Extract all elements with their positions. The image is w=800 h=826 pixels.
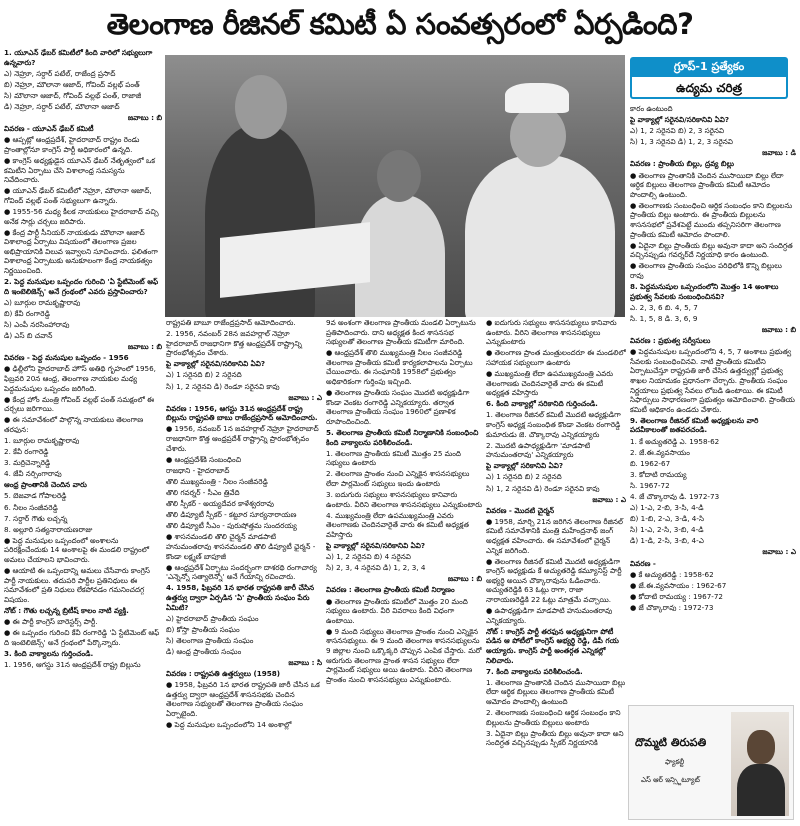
question-text: 5. తెలంగాణ ప్రాంతీయ కమిటీ నిర్మాణానికి సంబంధించి కింది వాక్యాలను పరిశీలించండి.	[326, 428, 479, 447]
answer-text: జవాబు : బి	[127, 113, 162, 123]
body-text: ● కాంగ్రెస్ అధ్యక్షుడైన యూఎన్ ఢేబర్ నేతృత్వంలో ఒక కమిటీని ఏర్పాటు చేసి విశాలాంధ్ర సమస్యను నివేదించారు.	[4, 155, 155, 185]
body-text: ● కేంద్ర హోం మంత్రి గోవింద్ వల్లభ్ పంత్ సమక్షంలో ఈ చర్చలు జరిగాయి.	[4, 394, 155, 414]
body-text: డి) ఆంధ్ర ప్రాంతీయ సంఘం	[166, 646, 242, 656]
explanation-heading: వివరణ - పెద్ద మనుషుల ఒప్పందం - 1956	[4, 353, 129, 363]
body-text: ● ఢిల్లీలోని హైదరాబాద్ హౌస్ అతిథి గృహంలో 1956, ఫిబ్రవరి 20న ఆంధ్ర, తెలంగాణ నాయకుల మధ్య పెద్దమనుషుల ఒప్పందం జరిగింది.	[4, 364, 156, 393]
body-text: ● ఆయాటి ఈ ఒప్పందాన్ని అమలు చేసేవారు కాంగ్రెస్ పార్టీ నాయకులు. తదుపరి పార్టీల ప్రతినిధులు ఈ సమావేశంలో ప్రతి నిధులు లేకపోవడం గమనించదగ్గ విషయం.	[4, 566, 150, 604]
explanation-heading: వివరణ : 1956, ఆగస్టు 31న ఆంధ్రప్రదేశ్ రాష్ట్ర బిల్లును రాష్ట్రపతి బాబు రాజేంద్రప్రసాద్ ఆమోదించారు.	[166, 403, 318, 423]
body-text: ● 1956, నవంబర్ 1న జవహర్లాల్ నెహ్రూ హైదరాబాద్ రాజధానిగా కొత్త ఆంధ్రప్రదేశ్ రాష్ట్రాన్ని ప్రారంభోత్సవం చేశారు.	[166, 424, 319, 453]
question-text: పై వాక్యాల్లో సరైనవి/సరికానివి ఏవి?	[630, 115, 730, 125]
badge-movement-history: ఉద్యమ చరిత్ర	[630, 77, 788, 99]
body-text: 3. ఏదైనా బిల్లు ప్రాంతీయ బిల్లు అవునా కాదా అని సందిగ్ధత వచ్చినప్పుడు స్పీకర్ నిర్ణయానికి	[486, 728, 624, 748]
body-text: ఎ) హైదరాబాద్ ప్రాంతీయ సంఘం	[166, 613, 259, 623]
body-text: 4. ముఖ్యమంత్రి లేదా ఉపముఖ్యమంత్రి ఎవరు తెలంగాణకు చెందినవారైతే వారు ఈ కమిటీ అధ్యక్షత వహిస్తారు	[326, 510, 469, 539]
explanation-heading: వివరణ : ప్రాంతీయ బిల్లు, ద్రవ్య బిల్లు	[630, 159, 735, 169]
body-text: ● ఈ సమావేశంలో పాల్గొన్న నాయకులు తెలంగాణ తరఫున:	[4, 415, 144, 434]
question-text: 6. కింది వాక్యాల్లో సరికానిది గుర్తించండి.	[486, 399, 598, 409]
explanation-heading: వివరణ : తెలంగాణ ప్రాంతీయ కమిటీ నిర్మాణం	[326, 585, 455, 595]
body-text: తొలి ముఖ్యమంత్రి - నీలం సంజీవరెడ్డి	[166, 476, 268, 486]
answer-text: జవాబు : బి	[127, 342, 162, 352]
body-text: ● పెద్దమనుషుల ఒప్పందంలోని 4, 5, 7 అంశాలు ప్రభుత్వ సేవలకు సంబంధించినవి. నాటి ప్రాంతీయ కమిటీని ఏర్పాటుచేస్తూ రాష్ట్రపతి జారీ చేసిన ఉత్తర్వుల్లో ప్రభుత్వ శాఖల నియామకం ప్రధానంగా చేర్చారు. ప్రాంతీయ సంఘం నిర్ణయాలు ప్రభుత్వ సేవలు లోబడి ఉంటాయి. ఈ కమిటీ సిఫార్సులు సాధారణంగా ప్రభుత్వం ఆమోదించాలి. ప్రాంతీయ కమిటీ ఆధికారం ఉండదు వేశారు.	[630, 347, 795, 414]
body-text: 2. తెలంగాణ ప్రాంతం నుంచి ఎన్నికైన శాసనసభ్యులు లేదా పార్లమెంట్ సభ్యులు ఇందు ఉంటారు	[326, 469, 470, 488]
body-text: బి) కోస్తా ప్రాంతీయ సంఘం	[166, 624, 240, 634]
column-3	[326, 318, 482, 824]
body-text: ● ఐదుగురు సభ్యులు శాసనసభ్యులు కానివారు ఉంటారు. వీరిని తెలంగాణ శాసనసభ్యులు ఎన్నుకుంటారు	[486, 318, 617, 347]
question-text: 1. యూఎన్ ఢేబర్ కమిటీలో కింది వారిలో సభ్యులుగా ఉన్నవారు?	[4, 48, 153, 67]
column-4	[486, 318, 626, 824]
body-text: 1. తెలంగాణ ప్రాంతీయ కమిటీ మొత్తం 25 మంది సభ్యులు ఉంటారు	[326, 448, 461, 468]
body-text: ● యూఎన్ ఢేబర్ కమిటీలో నెహ్రూ, మౌలానా ఆజాద్, గోవింద్ వల్లభ్ పంత్ సభ్యులుగా ఉన్నారు.	[4, 186, 152, 205]
body-text: ఎ) 1 సరైనది బి) 2 సరైనది	[486, 472, 562, 482]
body-text: తొలి స్పీకర్ - అయ్యదేవర కాళేశ్వరరావు	[166, 499, 274, 509]
question-text: 9. తెలంగాణ రీజినల్ కమిటీ అధ్యక్షులను వారి పదవీకాలంతో జతపరచండి.	[630, 415, 759, 435]
body-text: బి. 1962-67	[630, 458, 671, 468]
body-text: 2. కేవీ రంగారెడ్డి	[4, 447, 49, 457]
body-text: బి) 1-బి, 2-ఎ, 3-డి, 4-సి	[630, 514, 705, 524]
body-text: ● తెలంగాణ ప్రాంత మంత్రులందరూ ఈ మండలిలో సహాయక సభ్యులుగా ఉంటారు	[486, 348, 626, 367]
body-text: 3. ఐదుగురు సభ్యులు శాసనసభ్యులు కానివారు ఉంటారు. వీరిని తెలంగాణ శాసనసభ్యులు ఎన్నుకుంటారు	[326, 490, 482, 509]
body-text: ఎ) 1, 2 సరైనవి బి) 4 సరైనవి	[326, 552, 411, 562]
body-text: బి) నెహ్రూ, మౌలానా ఆజాద్, గోవింద్ వల్లభ్ పంత్	[4, 79, 140, 89]
section-badge	[630, 57, 788, 101]
body-text: ● ఆప్పట్లో ఆంధ్రప్రదేశ్, హైదరాబాద్ రాష్ట్రం రెండు ప్రాంతాల్లోనూ కాంగ్రెస్ పార్టీ అధికారంలో ఉన్నది.	[4, 135, 140, 154]
author-org: ఎస్ ఆర్ ఇన్స్టిట్యూట్	[641, 776, 700, 784]
body-text: డి) 1-డి, 2-సి, 3-బి, 4-ఎ	[630, 536, 704, 546]
answer-text: జవాబు : సి	[288, 658, 322, 667]
author-name: దొమ్మటి తిరుపతి	[635, 736, 707, 749]
photo-head-middle	[377, 150, 421, 202]
body-text: సి. 1, 5, 8 డి. 3, 6, 9	[630, 313, 698, 323]
body-text: సి. 1967-72	[630, 480, 670, 490]
body-text: 3. మర్రిచెన్నారెడ్డి	[4, 458, 51, 468]
body-text: 8. అల్లూరి సత్యనారాయణరాజు	[4, 524, 93, 534]
body-text: ● 1958, మార్చి 21న జరిగిన తెలంగాణ రీజినల్ కమిటీ సమావేశానికి మంత్రి మహేంద్రనాథ్ జంగ్ అధ్యక్షత వహించారు. ఈ సమావేశంలో చైర్మన్ ఎన్నిక జరిగింది.	[486, 516, 623, 555]
body-text: ● ఉపాధ్యక్షుడిగా మాడపాటి హనుమంతరావు ఎన్నికయ్యారు.	[486, 606, 613, 625]
body-text: ● జే చొక్కారావు : 1972-73	[630, 602, 714, 612]
body-text: ఎ) 1, 2 సరైనవి బి) 2, 3 సరైనవి	[630, 126, 725, 136]
question-text: 4. 1958, ఫిబ్రవరి 1న భారత రాష్ట్రపతి జారీ చేసిన ఉత్తర్వు ద్వారా ఏర్పడిన 'ఏ' ప్రాంతీయ సంఘం పేరు ఏమిటి?	[166, 583, 315, 612]
explanation-heading: వివరణ : ప్రభుత్వ సర్వీసులు	[630, 336, 711, 346]
explanation-heading: నోట్ : కాంగ్రెస్ పార్టీ తరఫున అధ్యక్షునిగా పోటీ పడిన ఆ పోటీలో కాంగ్రెస్ అభ్యర్థి రెడ్డి, డిపీ గయ అయ్యారు. కాంగ్రెస్ పార్టీ అంతర్గత ఎన్నికల్లో నిలిచారు.	[486, 626, 619, 665]
body-text: ● జే.ఈ.వ్యవసాయం : 1962-67	[630, 580, 727, 590]
body-text: ● ముఖ్యమంత్రి లేదా ఉపముఖ్యమంత్రి ఎవరు తెలంగాణకు చెందినవారైతే వారు ఈ కమిటీ అధ్యక్షత వహిస్తారు	[486, 368, 613, 398]
question-text: పై వాక్యాల్లో సరైనవి/సరికానివి ఏవి?	[166, 359, 266, 369]
badge-group1: గ్రూప్-1 ప్రత్యేకం	[630, 57, 788, 77]
question-text: పై వాక్యాల్లో సరైనవి/సరికానివి ఏవి?	[326, 541, 426, 551]
answer-text: జవాబు : ఎ	[288, 392, 322, 402]
body-text: రాజధాని - హైదరాబాద్	[166, 465, 230, 475]
explanation-heading: ఆంధ్ర ప్రాంతానికి చెందిన వారు	[4, 480, 87, 490]
body-text: ఎ) 1 సరైనది బి) 2 సరైనది	[166, 370, 242, 380]
page-title: తెలంగాణ రీజినల్ కమిటీ ఏ సంవత్సరంలో ఏర్పడింది?	[106, 7, 694, 41]
body-text: 6. నీలం సంజీవరెడ్డి	[4, 502, 58, 512]
body-text: ● తెలంగాణ ప్రాంతీయ సంఘం మొదటి అధ్యక్షుడిగా కొండా వెంకట రంగారెడ్డి ఎన్నికయ్యారు. తర్వాత తెలంగాణ ప్రాంతీయ సంఘం 1960లో ప్రణాళిక రూపొందించింది.	[326, 388, 470, 426]
body-text: ● తెలంగాణ ప్రాంతీయ కమిటీలో మొత్తం 20 మంది సభ్యులు ఉంటారు. వీరి వివరాలు కింది విధంగా ఉంటాయి.	[326, 596, 468, 625]
author-box	[628, 705, 794, 820]
body-text: 1. బూర్గుల రామకృష్ణారావు	[4, 435, 80, 445]
body-text: 3. కోదాటి రామయ్య	[630, 469, 687, 479]
body-text: ఎ) నెహ్రూ, సర్దార్ పటేల్, రాజేంద్ర ప్రసాద్	[4, 68, 116, 78]
column-5	[630, 104, 796, 702]
body-text: 2. మొదటి ఉపాధ్యక్షుడిగా 'మాడపాటి హనుమంతరావు' ఎన్నికయ్యారు	[486, 440, 591, 460]
column-1	[4, 48, 162, 824]
body-text: సి) తెలంగాణ ప్రాంతీయ సంఘం	[166, 635, 254, 645]
body-text: ● ఈ పార్టీ కాంగ్రెస్ బారెస్టర్స్ పార్టీ.	[4, 617, 98, 627]
body-text: 9వ అంశంగా తెలంగాణ ప్రాంతీయ మండలి ఏర్పాటును ప్రతిపాదించారు. దాని అధ్యక్షత కింద శాసనసభ సభ్యులతో తెలంగాణ ప్రాంతీయ కమిటీగా మారింది.	[326, 318, 476, 347]
body-text: డి) నెహ్రూ, సర్దార్ పటేల్, మౌలానా ఆజాద్	[4, 101, 120, 111]
body-text: ఎ) బూర్గుల రామకృష్ణారావు	[4, 297, 81, 307]
body-text: కారం ఉంటుంది	[630, 104, 673, 113]
body-text: ఎ) 1-ఎ, 2-బి, 3-సి, 4-డి	[630, 503, 704, 513]
body-text: సి) మౌలానా ఆజాద్, గోవింద్ వల్లభ్ పంత్, రాజాజీ	[4, 90, 142, 100]
body-text: 2. తెలంగాణకు సంబంధించి ఆర్థిక సంబంధం కాని బిల్లులను ప్రాంతీయ బిల్లులు అంటారు	[486, 708, 621, 727]
body-text: సి) 1, 2 సరైనవి డి) రెండూ సరైనవి కావు	[486, 483, 600, 493]
question-text: 3. కింది వాక్యాలను గుర్తించండి.	[4, 648, 94, 658]
body-text: తొలి డిప్యూటీ స్పీకర్ - కట్టూర సూర్యనారాయణ	[166, 510, 297, 520]
body-text: 2. 1956, నవంబర్ 28న జవహర్లాల్ నెహ్రూ హైదరాబాద్ రాజధానిగా కొత్త ఆంధ్రప్రదేశ్ రాష్ట్రాన్ని ప్రారంభోత్సవం చేశారు.	[166, 329, 302, 358]
explanation-heading: వివరణ -	[630, 558, 656, 568]
explanation-heading: వివరణ - యూఎన్ ఢేబర్ కమిటీ	[4, 124, 94, 134]
explanation-heading: వివరణ : రాష్ట్రపతి ఉత్తర్వులు (1958)	[166, 669, 281, 679]
body-text: 1. 1956, ఆగస్టు 31న ఆంధ్రప్రదేశ్ రాష్ట్ర బిల్లును	[4, 659, 141, 669]
body-text: ● ఆంధ్రప్రదేశ్ తొలి ముఖ్యమంత్రి నీలం సంజీవరెడ్డి తెలంగాణ ప్రాంతీయ కమిటీ కార్యకలాపాలను ఏర్పాటు చేయించారు. ఈ సంఘానికి 1958లో ప్రభుత్వం అధికారికంగా గుర్తింపు ఇచ్చింది.	[326, 348, 473, 387]
question-text: 8. పెద్దమనుషుల ఒప్పందంలోని మొత్తం 14 అంశాలు ప్రభుత్వ సేవలకు సంబంధించినవి?	[630, 282, 779, 301]
historical-photo	[165, 55, 625, 317]
question-text: 7. కింది వాక్యాలను పరిశీలించండి.	[486, 666, 583, 676]
body-text: 1. కే అచ్యుతరెడ్డి ఎ. 1958-62	[630, 436, 720, 446]
author-body	[737, 764, 785, 816]
body-text: ఎ. 2, 3, 6 బి. 4, 5, 7	[630, 302, 698, 312]
body-text: 1. తెలంగాణ ప్రాంతానికి చెందిన ముసాయిదా బిల్లు లేదా ఆర్థిక బిల్లులు తెలంగాణ ప్రాంతీయ కమిటీ ఆమోదం పొందాల్సి ఉంటుంది	[486, 677, 626, 706]
question-text: పై వాక్యాల్లో సరికానివి ఏవి?	[486, 461, 563, 471]
body-text: ● ఈ ఒప్పందం గురించి కేవీ రంగారెడ్డి 'ఏ స్టేటిమెంట్ ఆఫ్ ది ఇంటెలిజెన్స్' అనే గ్రంథంలో పేర్కొన్నారు.	[4, 628, 160, 647]
answer-text: జవాబు : ఎ	[592, 494, 626, 504]
photo-figure-right	[465, 155, 615, 317]
body-text: సి) 2, 3, 4 సరైనవి డి) 1, 2, 3, 4	[326, 563, 426, 573]
photo-head-left	[235, 75, 287, 139]
answer-text: జవాబు : ఎ	[762, 547, 796, 557]
body-text: ● తెలంగాణకు సంబంధించి ఆర్థిక సంబంధం కాని బిల్లులను ప్రాంతీయ బిల్లు అంటారు. ఈ ప్రాంతీయ బిల్లులను శాసనసభలో ప్రవేశపెట్టే ముందు తప్పనిసరిగా తెలంగాణ ప్రాంతీయ కమిటీ ఆమోదం పొందాలి.	[630, 200, 793, 239]
body-text: ● కోదాటి రామయ్య : 1967-72	[630, 591, 724, 601]
body-text: ● తెలంగాణ ప్రాంతీయ సంఘం పరిధిలోకి కొన్ని బిల్లులు రావు	[630, 261, 782, 280]
body-text: తొలి గవర్నర్ - సీఎం త్రివేది	[166, 488, 240, 497]
body-text: ● కే అచ్యుతరెడ్డి : 1958-62	[630, 569, 714, 579]
body-text: 1. తెలంగాణ రీజినల్ కమిటీ మొదటి అధ్యక్షుడిగా కాంగ్రెస్ అధ్యక్ష సంబంధిత కొండా వెంకట రంగారెడ్డి కుమారుడు జె. చొక్కారావు ఎన్నికయ్యారు	[486, 410, 621, 439]
answer-text: జవాబు : బి	[761, 324, 796, 334]
body-text: ● తెలంగాణ రీజినల్ కమిటీ మొదటి అధ్యక్షుడిగా కాంగ్రెస్ అధ్యక్షుడు కే అచ్యుతరెడ్డి కమ్యూనిస్ట్ పార్టీ అభ్యర్థి అయిన చొక్కారావును ఓడించారు. అచ్యుతరెడ్డికి 63 ఓట్లు రాగా, రాజా నారాయణరెడ్డికి 22 ఓట్లు మాత్రమే వచ్చాయి.	[486, 556, 622, 605]
body-text: సి) ఎంపీ నరసింహారావు	[4, 319, 70, 329]
author-photo	[731, 712, 789, 816]
question-text: 2. పెద్ద మనుషుల ఒప్పందం గురించి 'ఏ స్టేటిమెంట్ ఆఫ్ ది ఇంటెలిజెన్స్' అనే గ్రంథంలో ఎవరు ప్రస్తావించారు?	[4, 277, 159, 296]
body-text: డి) ఎస్ బి చవాన్	[4, 331, 53, 341]
explanation-heading: నోట్ : గౌతు లచ్చన్న బ్రిటీష్ కాలం నాటి వ్యక్తి.	[4, 605, 129, 615]
photo-cap	[505, 83, 569, 113]
body-text: ● పెద్ద మనుషుల ఒప్పందంలోని 14 అంశాల్లో	[166, 720, 292, 730]
body-text: ● శాసనమండలి తొలి చైర్మన్ మాడపాటి హనుమంతరావు శాసనమండలి తొలి డిప్యూటీ ఛైర్మన్ - కొండా లక్ష్మణ్ బాపూజీ	[166, 532, 316, 561]
body-text: ● తెలంగాణ ప్రాంతానికి చెందిన ముసాయిదా బిల్లు లేదా ఆర్థిక బిల్లులు తెలంగాణ ప్రాంతీయ కమిటీ ఆమోదం పొందాల్సి ఉంటుంది.	[630, 170, 784, 199]
body-text: ● 1958, ఫిబ్రవరి 1న భారత రాష్ట్రపతి జారీ చేసిన ఒక ఉత్తర్వు ద్వారా ఆంధ్రప్రదేశ్ శాసనసభకు చెందిన తెలంగాణ సభ్యులతో తెలంగాణ ప్రాంతీయ సంఘం ఏర్పాటైంది.	[166, 680, 320, 718]
body-text: బి) కేవీ రంగారెడ్డి	[4, 308, 50, 318]
body-text: తొలి డిప్యూటీ సీఎం - పురుషోత్తమ సుందరయ్య	[166, 521, 297, 531]
column-2	[166, 318, 322, 824]
body-text: ● పెద్ద మనుషుల ఒప్పందంలో అంశాలను పరిరక్షించేందుకు 14 అంశాలపై ఈ మండలి రాష్ట్రంలో అమలు చేయాలని భావించారు.	[4, 535, 150, 564]
answer-text: జవాబు : డి	[762, 148, 796, 158]
body-text: ● ఆంధ్రప్రదేశ్‌కి సంబంధించి	[166, 454, 242, 464]
body-text: ● ఏదైనా బిల్లు ప్రాంతీయ బిల్లు అవునా కాదా అని సందిగ్ధత వచ్చినప్పుడు గవర్నర్‌దే నిర్ణయాధి కారం ఉంటుంది.	[630, 240, 793, 260]
body-text: సి) 1-ఎ, 2-సి, 3-బి, 4-డి	[630, 525, 704, 535]
answer-text: జవాబు : బి	[447, 574, 482, 584]
body-text: 4. జే చొక్కారావు డి. 1972-73	[630, 491, 720, 501]
body-text: 7. సర్దార్ గౌతు లచ్చన్న	[4, 513, 68, 523]
body-text: 5. బెజవాడ గోపాలరెడ్డి	[4, 491, 67, 501]
body-text: ● 9 మంది సభ్యులు తెలంగాణ ప్రాంతం నుంచి ఎన్నికైన శాసనసభ్యులు. ఈ 9 మంది తెలంగాణ శాసనసభ్యులను 9 జిల్లాల నుంచి ఒక్కొక్కరి చొప్పున ఎంపిక చేస్తారు. మరో ఆరుగురు తెలంగాణ ప్రాంత శాసన సభ్యులు లేదా పార్లమెంట్ సభ్యులు అయి ఉంటారు. వీరిని తెలంగాణ ప్రాంతం నుంచి శాసనసభ్యులు ఎన్నుకుంటారు.	[326, 626, 482, 684]
body-text: 4. జేవీ నర్సింగారావు	[4, 469, 62, 479]
body-text: ● కేంద్ర పార్టీ సీనియర్ నాయకుడు మౌలానా ఆజాద్ విశాలాంధ్ర ఏర్పాటు విషయంలో తెలంగాణ ప్రజల అభిప్రాయానికి విలువ ఇవ్వాలని సూచించారు. ఫలితంగా విశాలాంధ్ర ఏర్పాటుకు అనుకూలంగా కేంద్ర నాయకత్వం నిర్ణయించింది.	[4, 227, 158, 275]
explanation-heading: వివరణ - మొదటి చైర్మన్	[486, 505, 554, 515]
body-text: ● 1955-56 మధ్య కీలక నాయకులు హైదరాబాద్ వచ్చి అనేక సార్లు చర్చలు జరిపారు.	[4, 206, 159, 226]
author-face	[747, 730, 775, 764]
photo-head-right	[510, 105, 566, 167]
body-text: సి) 1, 2 సరైనవి డి) రెండూ సరైనవి కావు	[166, 381, 280, 391]
body-text: ● ఆంధ్రప్రదేశ్ ఏర్పాటు సందర్భంగా దాశరథి రంగాచార్య 'ఎన్నెన్నో సత్యాలెన్నో' అనే గేయాన్ని రచించారు.	[166, 562, 317, 582]
body-text: రాష్ట్రపతి బాబూ రాజేంద్రప్రసాద్ ఆమోదించారు.	[166, 318, 296, 327]
author-role: ఫ్యాకల్టీ	[665, 758, 685, 766]
body-text: సి) 1, 3 సరైనవి డి) 1, 2, 3 సరైనవి	[630, 137, 733, 147]
body-text: 2. జే.ఈ.వ్యవసాయం	[630, 447, 690, 457]
